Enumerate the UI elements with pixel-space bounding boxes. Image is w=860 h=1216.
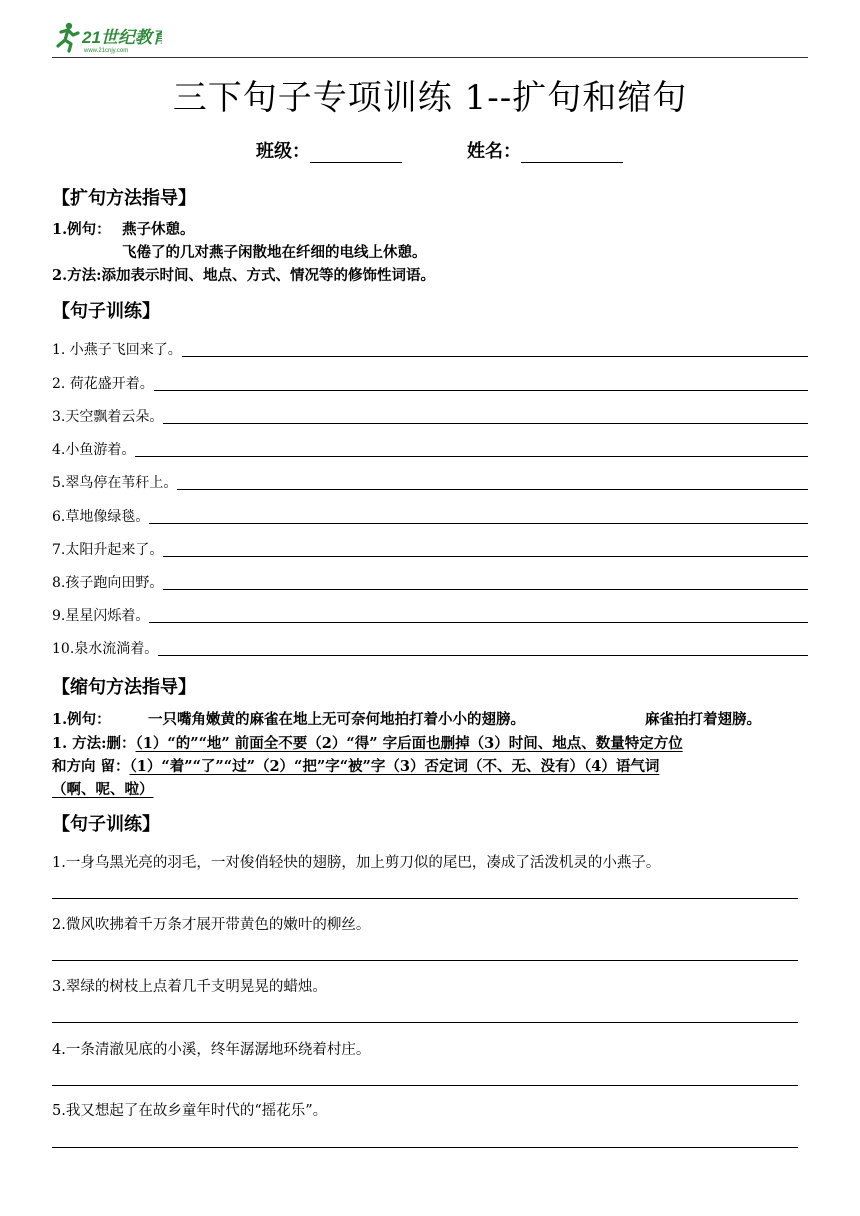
expand-example-long: 飞倦了的几对燕子闲散地在纤细的电线上休憩。 bbox=[122, 244, 427, 261]
list-item: 4.一条清澈见底的小溪，终年潺潺地环绕着村庄。 bbox=[52, 1042, 371, 1058]
shrink-method-prefix: 1. 方法:删： bbox=[52, 735, 136, 752]
list-item: 8.孩子跑向田野。 bbox=[52, 572, 808, 592]
shrink-example-short: 麻雀拍打着翅膀。 bbox=[645, 711, 761, 728]
keep-rules: （1）“着”“了”“过”（2）“把”字“被”字（3）否定词（不、无、没有）（4）语气词 bbox=[129, 758, 660, 775]
keep-prefix: 和方向 留： bbox=[52, 758, 130, 775]
expand-example-label: 1.例句： bbox=[52, 221, 111, 238]
keep-rules-cont: （啊、呢、啦） bbox=[52, 781, 154, 798]
list-item: 3.翠绿的树枝上点着几千支明晃晃的蜡烛。 bbox=[52, 979, 327, 995]
answer-line[interactable] bbox=[52, 1022, 798, 1023]
logo-url: www.21cnjy.com bbox=[84, 48, 129, 54]
list-item: 3.天空飘着云朵。 bbox=[52, 406, 808, 426]
list-item: 6.草地像绿毯。 bbox=[52, 506, 808, 526]
list-item: 1.一身乌黑光亮的羽毛，一对俊俏轻快的翅膀，加上剪刀似的尾巴，凑成了活泼机灵的小燕子。 bbox=[52, 855, 661, 871]
answer-line[interactable] bbox=[158, 654, 808, 656]
answer-line[interactable] bbox=[135, 455, 808, 457]
expand-training-heading: 【句子训练】 bbox=[52, 301, 160, 322]
shrink-example-label: 1.例句： bbox=[52, 711, 111, 728]
list-item: 7.太阳升起来了。 bbox=[52, 539, 808, 559]
name-field bbox=[467, 137, 623, 163]
answer-line[interactable] bbox=[163, 422, 808, 424]
site-logo bbox=[52, 20, 162, 56]
class-blank[interactable] bbox=[310, 144, 402, 163]
shrink-method-line2 bbox=[52, 755, 659, 776]
expand-method: 2.方法:添加表示时间、地点、方式、情况等的修饰性词语。 bbox=[52, 267, 435, 284]
answer-line[interactable] bbox=[149, 621, 808, 623]
answer-line[interactable] bbox=[52, 960, 798, 961]
name-label: 姓名： bbox=[467, 141, 521, 162]
answer-line[interactable] bbox=[163, 555, 808, 557]
expand-example-short: 燕子休憩。 bbox=[122, 221, 195, 238]
list-item: 5.翠鸟停在苇秆上。 bbox=[52, 472, 808, 492]
shrink-method-line3 bbox=[52, 778, 154, 799]
runner-icon bbox=[52, 20, 162, 56]
name-blank[interactable] bbox=[521, 144, 623, 163]
answer-line[interactable] bbox=[52, 1085, 798, 1086]
list-item: 5.我又想起了在故乡童年时代的“摇花乐”。 bbox=[52, 1103, 328, 1119]
delete-rules: （1）“的”“地” 前面全不要（2）“得” 字后面也删掉（3）时间、地点、数量特定方位 bbox=[135, 735, 683, 752]
class-field bbox=[256, 137, 402, 163]
list-item: 2. 荷花盛开着。 bbox=[52, 373, 808, 393]
answer-line[interactable] bbox=[52, 898, 798, 899]
logo-text: 21世纪教育 bbox=[82, 28, 162, 47]
answer-line[interactable] bbox=[149, 522, 808, 524]
list-item: 10.泉水流淌着。 bbox=[52, 638, 808, 658]
expand-guide-heading: 【扩句方法指导】 bbox=[52, 188, 196, 209]
list-item: 2.微风吹拂着千万条才展开带黄色的嫩叶的柳丝。 bbox=[52, 917, 371, 933]
shrink-method-line1 bbox=[52, 732, 683, 753]
answer-line[interactable] bbox=[154, 389, 808, 391]
shrink-example-long: 一只嘴角嫩黄的麻雀在地上无可奈何地拍打着小小的翅膀。 bbox=[148, 711, 525, 728]
list-item: 1. 小燕子飞回来了。 bbox=[52, 339, 808, 359]
answer-line[interactable] bbox=[163, 588, 808, 590]
answer-line[interactable] bbox=[182, 355, 808, 357]
answer-line[interactable] bbox=[177, 488, 808, 490]
shrink-training-heading: 【句子训练】 bbox=[52, 814, 160, 835]
list-item: 4.小鱼游着。 bbox=[52, 439, 808, 459]
answer-line[interactable] bbox=[52, 1147, 798, 1148]
shrink-guide-heading: 【缩句方法指导】 bbox=[52, 677, 196, 698]
header-divider bbox=[52, 57, 808, 58]
list-item: 9.星星闪烁着。 bbox=[52, 605, 808, 625]
page-title: 三下句子专项训练 1--扩句和缩句 bbox=[172, 78, 688, 118]
class-label: 班级： bbox=[256, 141, 310, 162]
